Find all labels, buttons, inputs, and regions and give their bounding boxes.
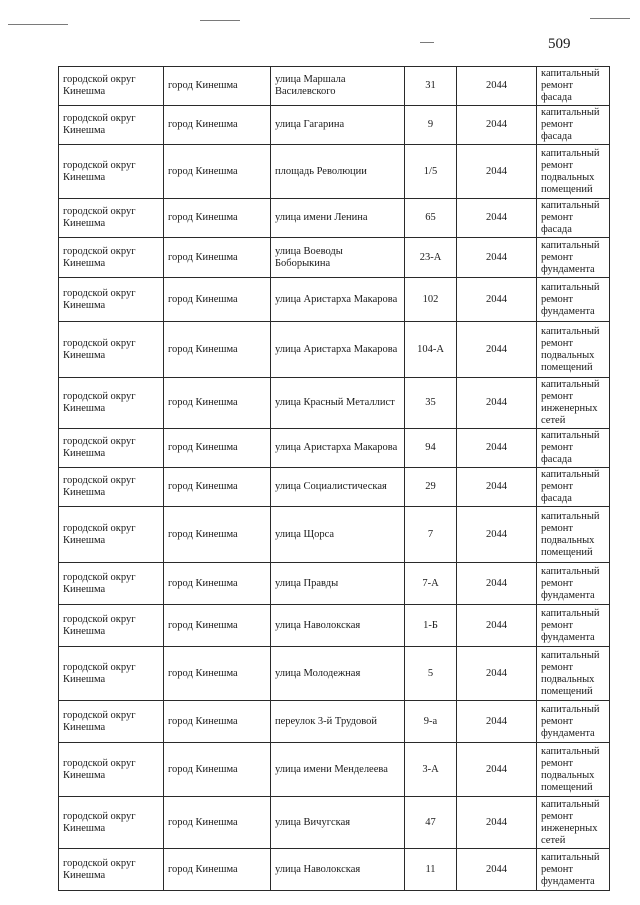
table-row (59, 378, 610, 429)
cell-house-number: 7-А (405, 563, 457, 605)
cell-work-type: капитальный ремонт подвальных помещений (537, 145, 610, 199)
cell-city: город Кинешма (164, 145, 271, 199)
cell-street: улица Гагарина (271, 106, 405, 145)
cell-city: город Кинешма (164, 605, 271, 647)
cell-year: 2044 (457, 701, 537, 743)
cell-city: город Кинешма (164, 797, 271, 849)
cell-city: город Кинешма (164, 507, 271, 563)
cell-okrug: городской округ Кинешма (59, 429, 164, 468)
cell-okrug: городской округ Кинешма (59, 378, 164, 429)
buildings-table (58, 66, 610, 891)
cell-street: улица Наволокская (271, 849, 405, 891)
cell-house-number: 65 (405, 199, 457, 238)
cell-city: город Кинешма (164, 647, 271, 701)
table-row (59, 67, 610, 106)
cell-house-number: 102 (405, 278, 457, 322)
cell-street: улица Социалистическая (271, 468, 405, 507)
cell-work-type: капитальный ремонт фасада (537, 199, 610, 238)
cell-house-number: 35 (405, 378, 457, 429)
table-row (59, 507, 610, 563)
table-row (59, 106, 610, 145)
cell-house-number: 1-Б (405, 605, 457, 647)
cell-okrug: городской округ Кинешма (59, 199, 164, 238)
cell-okrug: городской округ Кинешма (59, 278, 164, 322)
cell-year: 2044 (457, 238, 537, 278)
cell-house-number: 94 (405, 429, 457, 468)
cell-street: площадь Революции (271, 145, 405, 199)
scan-mark (200, 20, 240, 21)
cell-year: 2044 (457, 322, 537, 378)
cell-work-type: капитальный ремонт подвальных помещений (537, 507, 610, 563)
cell-year: 2044 (457, 199, 537, 238)
cell-street: улица Воеводы Боборыкина (271, 238, 405, 278)
cell-street: улица Молодежная (271, 647, 405, 701)
cell-city: город Кинешма (164, 849, 271, 891)
cell-year: 2044 (457, 563, 537, 605)
cell-year: 2044 (457, 106, 537, 145)
cell-street: улица имени Ленина (271, 199, 405, 238)
table-row (59, 322, 610, 378)
cell-work-type: капитальный ремонт подвальных помещений (537, 647, 610, 701)
table-row (59, 563, 610, 605)
cell-street: улица Маршала Василевского (271, 67, 405, 106)
table-row (59, 605, 610, 647)
cell-street: улица Наволокская (271, 605, 405, 647)
table-row (59, 278, 610, 322)
cell-work-type: капитальный ремонт фундамента (537, 278, 610, 322)
cell-year: 2044 (457, 507, 537, 563)
cell-year: 2044 (457, 849, 537, 891)
cell-okrug: городской округ Кинешма (59, 605, 164, 647)
cell-work-type: капитальный ремонт подвальных помещений (537, 743, 610, 797)
cell-okrug: городской округ Кинешма (59, 797, 164, 849)
cell-work-type: капитальный ремонт фасада (537, 67, 610, 106)
cell-city: город Кинешма (164, 701, 271, 743)
cell-work-type: капитальный ремонт подвальных помещений (537, 322, 610, 378)
cell-year: 2044 (457, 145, 537, 199)
cell-street: улица Красный Металлист (271, 378, 405, 429)
cell-house-number: 7 (405, 507, 457, 563)
cell-city: город Кинешма (164, 199, 271, 238)
table-row (59, 701, 610, 743)
cell-year: 2044 (457, 378, 537, 429)
table-row (59, 743, 610, 797)
cell-work-type: капитальный ремонт фундамента (537, 238, 610, 278)
table-row (59, 199, 610, 238)
table-row (59, 797, 610, 849)
cell-city: город Кинешма (164, 378, 271, 429)
cell-work-type: капитальный ремонт фасада (537, 468, 610, 507)
cell-okrug: городской округ Кинешма (59, 849, 164, 891)
cell-street: улица Аристарха Макарова (271, 278, 405, 322)
table-row (59, 238, 610, 278)
cell-year: 2044 (457, 67, 537, 106)
cell-year: 2044 (457, 743, 537, 797)
cell-year: 2044 (457, 605, 537, 647)
cell-city: город Кинешма (164, 563, 271, 605)
cell-street: улица Аристарха Макарова (271, 322, 405, 378)
cell-house-number: 9 (405, 106, 457, 145)
cell-year: 2044 (457, 468, 537, 507)
cell-street: улица Щорса (271, 507, 405, 563)
cell-house-number: 23-А (405, 238, 457, 278)
cell-house-number: 31 (405, 67, 457, 106)
table-row (59, 468, 610, 507)
table-row (59, 647, 610, 701)
scan-mark (420, 42, 434, 43)
cell-work-type: капитальный ремонт фундамента (537, 701, 610, 743)
cell-okrug: городской округ Кинешма (59, 743, 164, 797)
cell-okrug: городской округ Кинешма (59, 468, 164, 507)
cell-okrug: городской округ Кинешма (59, 563, 164, 605)
cell-year: 2044 (457, 797, 537, 849)
cell-city: город Кинешма (164, 67, 271, 106)
scan-mark (590, 18, 630, 19)
cell-okrug: городской округ Кинешма (59, 106, 164, 145)
cell-year: 2044 (457, 429, 537, 468)
cell-house-number: 11 (405, 849, 457, 891)
cell-okrug: городской округ Кинешма (59, 507, 164, 563)
cell-work-type: капитальный ремонт фасада (537, 429, 610, 468)
cell-city: город Кинешма (164, 429, 271, 468)
cell-work-type: капитальный ремонт фундамента (537, 849, 610, 891)
cell-city: город Кинешма (164, 743, 271, 797)
cell-work-type: капитальный ремонт фасада (537, 106, 610, 145)
cell-okrug: городской округ Кинешма (59, 238, 164, 278)
cell-house-number: 3-А (405, 743, 457, 797)
cell-house-number: 1/5 (405, 145, 457, 199)
cell-okrug: городской округ Кинешма (59, 67, 164, 106)
cell-okrug: городской округ Кинешма (59, 647, 164, 701)
cell-street: улица имени Менделеева (271, 743, 405, 797)
table-row (59, 849, 610, 891)
cell-work-type: капитальный ремонт инженерных сетей (537, 797, 610, 849)
cell-okrug: городской округ Кинешма (59, 322, 164, 378)
cell-street: улица Вичугская (271, 797, 405, 849)
cell-city: город Кинешма (164, 238, 271, 278)
cell-year: 2044 (457, 647, 537, 701)
table-row (59, 145, 610, 199)
cell-work-type: капитальный ремонт инженерных сетей (537, 378, 610, 429)
cell-okrug: городской округ Кинешма (59, 701, 164, 743)
scan-mark (8, 24, 68, 25)
cell-street: улица Правды (271, 563, 405, 605)
cell-work-type: капитальный ремонт фундамента (537, 563, 610, 605)
cell-house-number: 5 (405, 647, 457, 701)
cell-house-number: 9-а (405, 701, 457, 743)
cell-street: переулок 3-й Трудовой (271, 701, 405, 743)
cell-city: город Кинешма (164, 278, 271, 322)
cell-year: 2044 (457, 278, 537, 322)
cell-house-number: 104-А (405, 322, 457, 378)
cell-city: город Кинешма (164, 468, 271, 507)
table-row (59, 429, 610, 468)
cell-city: город Кинешма (164, 106, 271, 145)
cell-house-number: 47 (405, 797, 457, 849)
cell-work-type: капитальный ремонт фундамента (537, 605, 610, 647)
page-number: 509 (548, 36, 571, 52)
cell-city: город Кинешма (164, 322, 271, 378)
cell-house-number: 29 (405, 468, 457, 507)
cell-street: улица Аристарха Макарова (271, 429, 405, 468)
cell-okrug: городской округ Кинешма (59, 145, 164, 199)
